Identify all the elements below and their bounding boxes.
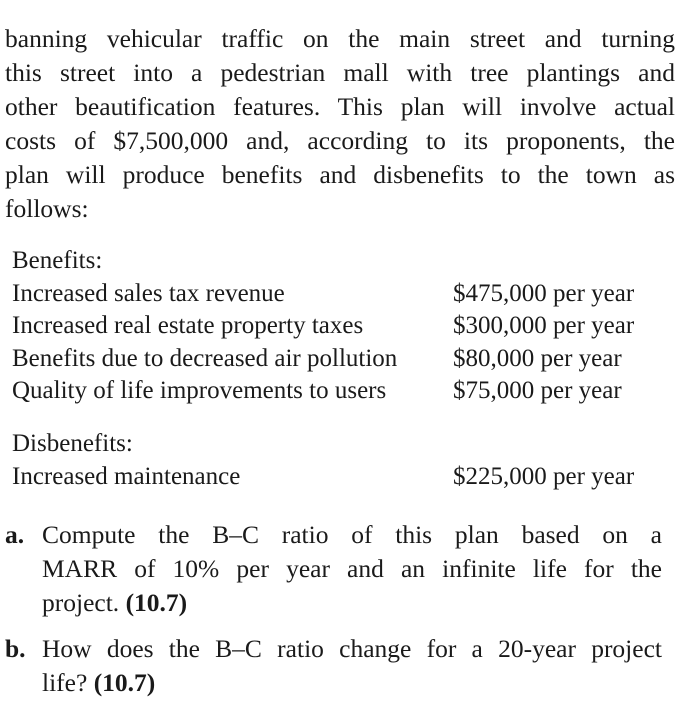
question-line: Compute the B–C ratio of this plan based on a (42, 520, 662, 549)
intro-line: other beautification features. This plan will involve actual (5, 92, 675, 121)
question-line (42, 586, 662, 620)
section-reference: (10.7) (125, 588, 188, 617)
benefit-amount: $80,000 per year (453, 344, 622, 372)
question-list (5, 518, 662, 712)
question-line-text: life? (42, 668, 88, 697)
question-line: How does the B–C ratio change for a 20-year project (42, 634, 662, 663)
question-line-text: project. (42, 588, 120, 617)
question-letter: b. (5, 634, 26, 663)
question-line: MARR of 10% per year and an infinite life for the (42, 554, 662, 583)
section-reference: (10.7) (93, 668, 156, 697)
question-letter: a. (5, 520, 25, 549)
disbenefits-heading: Disbenefits: (12, 430, 133, 457)
intro-line: plan will produce benefits and disbenefits to the town as (5, 160, 675, 189)
benefit-row (12, 343, 657, 376)
benefit-amount: $300,000 per year (453, 312, 635, 339)
intro-line: this street into a pedestrian mall with tree plantings and (5, 58, 675, 87)
disbenefit-row (12, 461, 657, 494)
intro-line: follows: (5, 194, 89, 223)
benefit-label: Increased sales tax revenue (12, 279, 285, 307)
question-item (5, 518, 662, 620)
disbenefits-section (12, 428, 657, 493)
benefit-label: Quality of life improvements to users (12, 377, 387, 404)
disbenefit-amount: $225,000 per year (453, 462, 635, 490)
problem-intro-paragraph (5, 22, 675, 226)
benefit-amount: $75,000 per year (453, 377, 622, 404)
benefit-row (12, 375, 657, 408)
benefits-heading: Benefits: (12, 247, 103, 274)
question-line (42, 666, 662, 700)
benefit-amount: $475,000 per year (453, 279, 635, 307)
benefit-row (12, 310, 657, 343)
disbenefit-label: Increased maintenance (12, 462, 241, 490)
intro-line: costs of $7,500,000 and, according to its proponents, the (5, 126, 675, 155)
intro-line: banning vehicular traffic on the main street and turning (5, 24, 675, 53)
benefit-row (12, 278, 657, 311)
question-text (42, 632, 662, 700)
benefit-label: Benefits due to decreased air pollution (12, 344, 398, 372)
benefit-label: Increased real estate property taxes (12, 312, 364, 339)
question-item (5, 632, 662, 700)
question-text (42, 518, 662, 620)
benefits-section (12, 245, 657, 408)
